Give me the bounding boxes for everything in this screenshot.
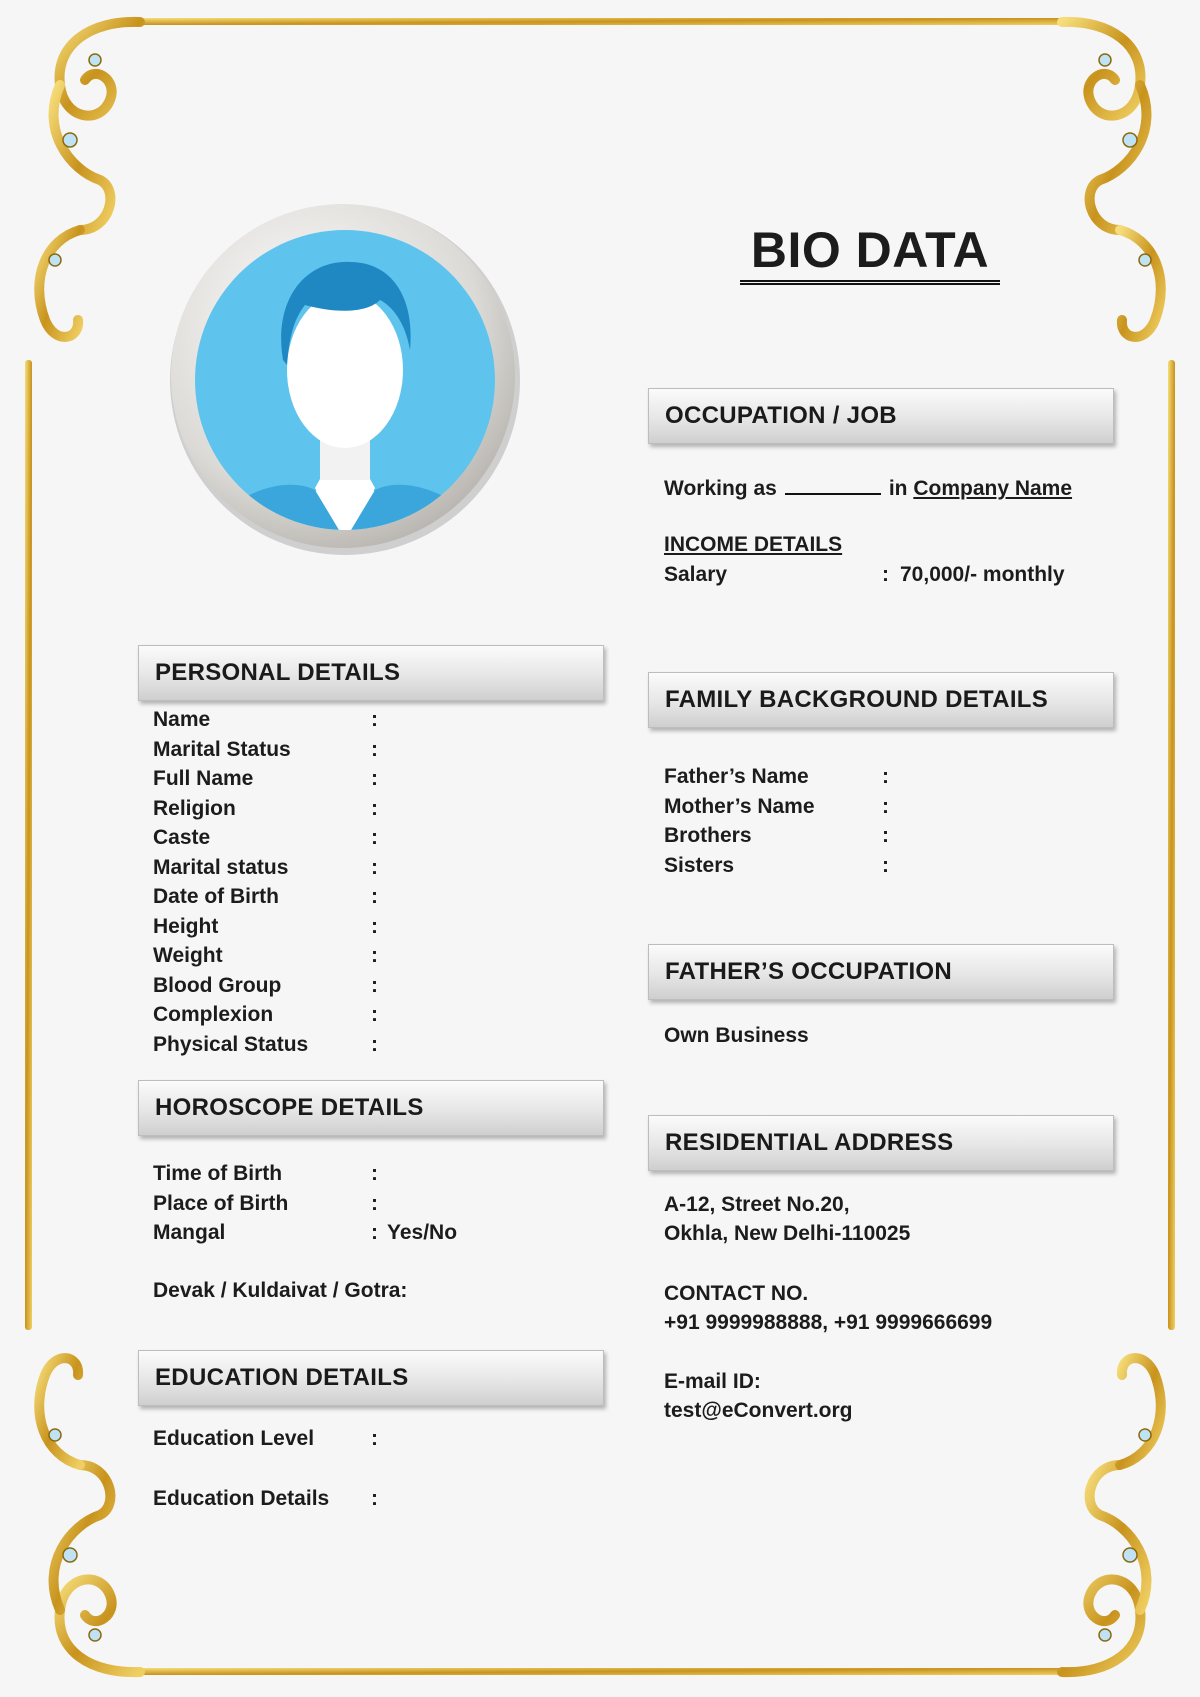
- working-as-line: [664, 475, 1072, 501]
- list-item: [153, 735, 573, 765]
- list-item: [664, 762, 1084, 792]
- field-separator: :: [371, 796, 378, 820]
- education-details-header: EDUCATION DETAILS: [138, 1350, 604, 1406]
- field-separator: :: [882, 794, 889, 818]
- field-separator: :: [371, 1162, 378, 1185]
- field-label: Physical Status: [153, 1032, 309, 1056]
- list-item: [664, 821, 1084, 851]
- list-item: [153, 764, 573, 794]
- residential-address-header: RESIDENTIAL ADDRESS: [648, 1115, 1114, 1171]
- family-details-list: [664, 762, 1084, 880]
- field-label: Brothers: [664, 824, 752, 847]
- field-separator: :: [371, 1003, 378, 1026]
- in-label: in: [888, 477, 908, 500]
- field-label: Mother’s Name: [664, 794, 815, 818]
- horoscope-details-list: [153, 1159, 573, 1248]
- salary-label: Salary: [664, 563, 728, 586]
- working-as-blank: [785, 475, 881, 495]
- list-item: [153, 823, 573, 853]
- field-label: Date of Birth: [153, 885, 279, 908]
- email-value[interactable]: test@eConvert.org: [664, 1399, 853, 1422]
- field-label: Caste: [153, 826, 211, 849]
- education-level-separator: :: [371, 1427, 378, 1450]
- list-item: [153, 882, 573, 912]
- list-item: [153, 971, 573, 1001]
- field-label: Time of Birth: [153, 1162, 283, 1185]
- list-item: [153, 1000, 573, 1030]
- list-item: [153, 1189, 573, 1219]
- personal-details-header: PERSONAL DETAILS: [138, 645, 604, 701]
- field-label: Blood Group: [153, 973, 282, 997]
- field-separator: :: [371, 826, 378, 849]
- field-separator: :: [882, 824, 889, 847]
- family-background-header: FAMILY BACKGROUND DETAILS: [648, 672, 1114, 728]
- email-label: E-mail ID:: [664, 1370, 761, 1393]
- list-item: [153, 1030, 573, 1060]
- horoscope-details-header: HOROSCOPE DETAILS: [138, 1080, 604, 1136]
- working-as-label: Working as: [664, 477, 777, 500]
- field-separator: :: [371, 855, 378, 879]
- field-label: Marital Status: [153, 737, 291, 761]
- field-label: Place of Birth: [153, 1191, 289, 1215]
- education-details-label: Education Details: [153, 1487, 330, 1510]
- fathers-occupation-header: FATHER’S OCCUPATION: [648, 944, 1114, 1000]
- field-value: Yes/No: [387, 1221, 458, 1244]
- occupation-header: OCCUPATION / JOB: [648, 388, 1114, 444]
- page-title: BIO DATA: [740, 222, 1000, 285]
- field-label: Complexion: [153, 1003, 274, 1026]
- income-details-heading: INCOME DETAILS: [664, 533, 843, 556]
- field-separator: :: [371, 737, 378, 761]
- profile-photo-avatar: [165, 200, 525, 560]
- field-label: Full Name: [153, 767, 254, 790]
- list-item: [664, 792, 1084, 822]
- field-label: Father’s Name: [664, 765, 809, 788]
- list-item: [153, 941, 573, 971]
- field-separator: :: [371, 944, 378, 967]
- contact-label: CONTACT NO.: [664, 1282, 809, 1305]
- address-line-1: A-12, Street No.20,: [664, 1193, 850, 1216]
- education-level-label: Education Level: [153, 1427, 315, 1450]
- field-label: Mangal: [153, 1221, 226, 1244]
- field-separator: :: [882, 853, 889, 877]
- field-separator: :: [371, 885, 378, 908]
- field-separator: :: [371, 1221, 378, 1244]
- salary-value: 70,000/- monthly: [900, 563, 1065, 586]
- field-separator: :: [371, 973, 378, 997]
- gotra-label: Devak / Kuldaivat / Gotra:: [153, 1279, 408, 1302]
- contact-value: +91 9999988888, +91 9999666699: [664, 1311, 993, 1334]
- field-separator: :: [371, 914, 378, 938]
- education-details-separator: :: [371, 1487, 378, 1510]
- list-item: [153, 853, 573, 883]
- personal-details-list: [153, 705, 573, 1059]
- list-item: [153, 705, 573, 735]
- fathers-occupation-value: Own Business: [664, 1024, 809, 1047]
- address-line-2: Okhla, New Delhi-110025: [664, 1222, 911, 1245]
- field-separator: :: [882, 765, 889, 788]
- list-item: [153, 1159, 573, 1189]
- list-item: [664, 851, 1084, 881]
- field-separator: :: [371, 708, 378, 731]
- field-separator: :: [371, 767, 378, 790]
- list-item: [153, 912, 573, 942]
- field-separator: :: [371, 1191, 378, 1215]
- field-separator: :: [371, 1032, 378, 1056]
- field-label: Name: [153, 708, 211, 731]
- field-label: Religion: [153, 796, 236, 820]
- field-label: Sisters: [664, 853, 735, 877]
- list-item: [153, 794, 573, 824]
- field-label: Marital status: [153, 855, 289, 879]
- company-name: Company Name: [913, 477, 1073, 500]
- field-label: Height: [153, 914, 219, 938]
- list-item: [153, 1218, 573, 1248]
- salary-separator: :: [882, 563, 889, 586]
- field-label: Weight: [153, 944, 223, 967]
